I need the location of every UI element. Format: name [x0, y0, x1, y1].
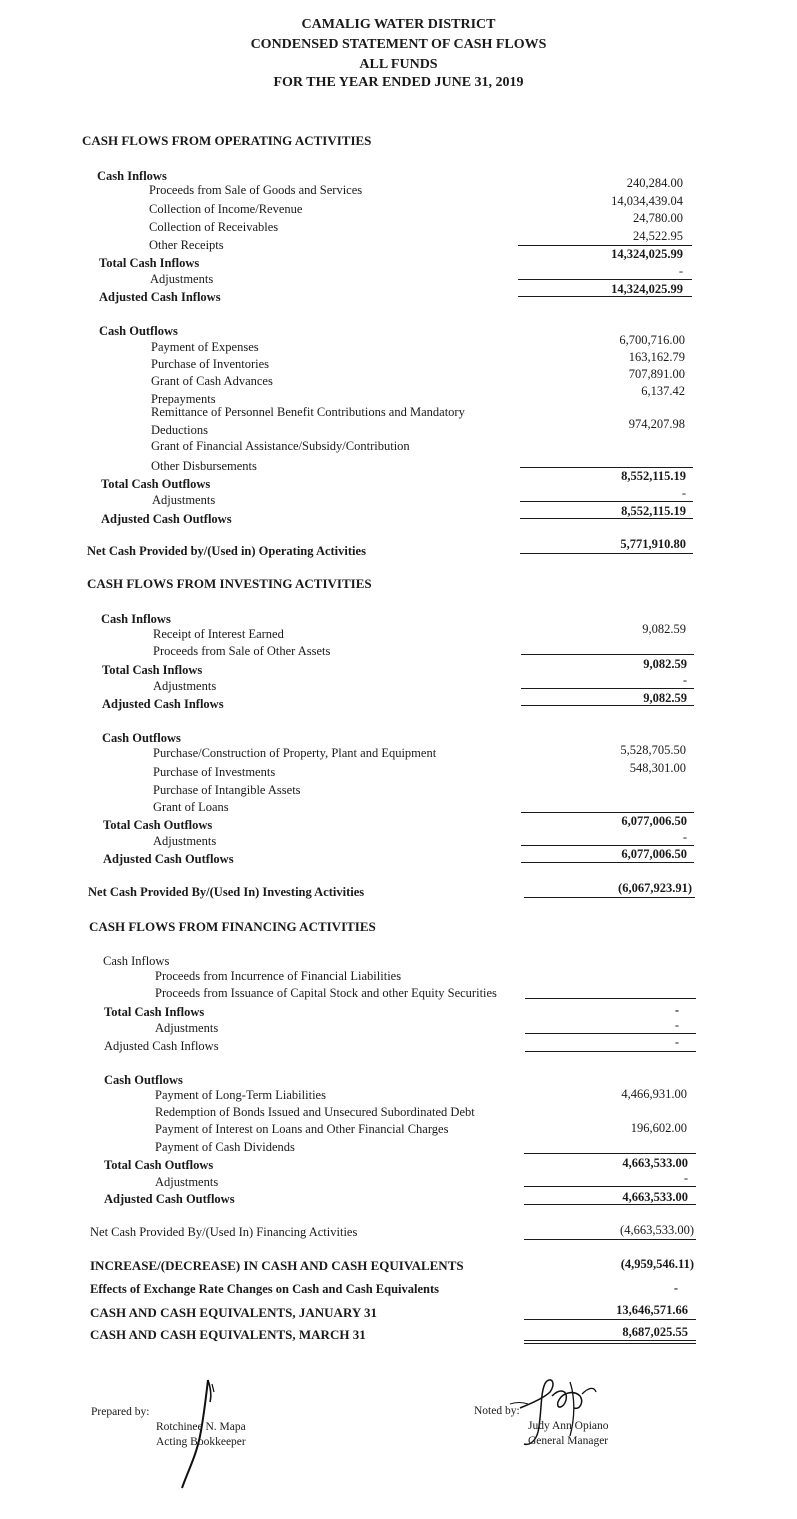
operating-inflow-label: Proceeds from Sale of Goods and Services — [149, 183, 363, 197]
org-name: CAMALIG WATER DISTRICT — [301, 17, 496, 32]
rule-line — [521, 705, 694, 706]
rule-line — [524, 1319, 696, 1320]
financing-adj-outflows: - — [683, 1171, 688, 1185]
financing-net: (4,663,533.00) — [620, 1223, 694, 1237]
noted-name: Judy Ann Opiano — [528, 1420, 609, 1432]
investing-inflow-label: Proceeds from Sale of Other Assets — [153, 644, 331, 658]
operating-inflow-label: Collection of Receivables — [149, 220, 279, 234]
operating-outflow-label: Prepayments — [151, 392, 216, 406]
operating-adj-label: Adjustments — [150, 272, 214, 286]
operating-outflow-amount: 6,137.42 — [641, 384, 685, 398]
operating-outflow-amount: 163,162.79 — [628, 350, 685, 364]
investing-adjusted-outflows-label: Adjusted Cash Outflows — [103, 852, 234, 866]
financing-inflow-label: Proceeds from Incurrence of Financial Liabilities — [155, 969, 402, 983]
operating-outflow-label: Grant of Financial Assistance/Subsidy/Contribution — [151, 439, 410, 453]
operating-outflow-label: Deductions — [151, 423, 208, 437]
investing-outflow-amount: 548,301.00 — [629, 761, 686, 775]
rule-line — [525, 1051, 696, 1052]
operating-inflow-amount: 14,034,439.04 — [611, 194, 683, 208]
end-cash-amount: 8,687,025.55 — [622, 1325, 688, 1339]
rule-line — [518, 245, 692, 246]
rule-line — [524, 1343, 696, 1344]
operating-outflow-amount: 6,700,716.00 — [619, 333, 685, 347]
investing-inflows-label: Cash Inflows — [101, 612, 171, 626]
investing-total-outflows-label: Total Cash Outflows — [103, 818, 213, 832]
rule-line — [524, 1204, 696, 1205]
rule-line — [521, 812, 694, 813]
financing-outflow-label: Redemption of Bonds Issued and Unsecured Subordinated Debt — [155, 1105, 475, 1119]
prepared-signature — [170, 1376, 230, 1491]
rule-line — [521, 862, 694, 863]
prepared-name: Rotchinee N. Mapa — [156, 1421, 246, 1433]
operating-total-outflows-label: Total Cash Outflows — [101, 477, 211, 491]
statement-title: CONDENSED STATEMENT OF CASH FLOWS — [250, 37, 547, 52]
begin-cash-amount: 13,646,571.66 — [616, 1303, 688, 1317]
investing-adj-label: Adjustments — [153, 834, 217, 848]
rule-line — [520, 553, 693, 554]
operating-inflow-label: Other Receipts — [149, 238, 224, 252]
investing-outflow-label: Purchase/Construction of Property, Plant and Equipment — [153, 746, 437, 760]
investing-outflows-label: Cash Outflows — [102, 731, 181, 745]
operating-heading: CASH FLOWS FROM OPERATING ACTIVITIES — [82, 133, 372, 148]
operating-total-inflows-label: Total Cash Inflows — [99, 256, 200, 270]
operating-inflows-label: Cash Inflows — [97, 169, 167, 183]
rule-line — [518, 279, 692, 280]
financing-adj-label: Adjustments — [155, 1021, 219, 1035]
financing-inflow-label: Proceeds from Issuance of Capital Stock and other Equity Securities — [155, 986, 497, 1000]
investing-outflow-label: Purchase of Investments — [153, 765, 276, 779]
investing-net: (6,067,923.91) — [618, 881, 692, 895]
fx-label: Effects of Exchange Rate Changes on Cash and Cash Equivalents — [90, 1282, 439, 1296]
operating-net: 5,771,910.80 — [620, 537, 686, 551]
financing-outflow-amount: 196,602.00 — [630, 1121, 687, 1135]
funds-label: ALL FUNDS — [359, 57, 438, 72]
financing-adjusted-outflows: 4,663,533.00 — [622, 1190, 688, 1204]
rule-line — [524, 1340, 696, 1341]
prepared-by-label: Prepared by: — [91, 1406, 150, 1418]
operating-adjusted-inflows: 14,324,025.99 — [611, 282, 683, 296]
investing-adj-inflows: - — [682, 673, 687, 687]
end-cash-label: CASH AND CASH EQUIVALENTS, MARCH 31 — [90, 1327, 366, 1342]
operating-net-label: Net Cash Provided by/(Used in) Operating Activities — [87, 544, 366, 558]
investing-adj-outflows: - — [682, 830, 687, 844]
investing-outflow-amount: 5,528,705.50 — [620, 743, 686, 757]
increase-label: INCREASE/(DECREASE) IN CASH AND CASH EQUIVALENTS — [90, 1258, 464, 1273]
financing-adjusted-inflows: - — [674, 1035, 679, 1049]
operating-outflows-label: Cash Outflows — [99, 324, 178, 338]
rule-line — [524, 1239, 696, 1240]
financing-net-label: Net Cash Provided By/(Used In) Financing Activities — [90, 1225, 358, 1239]
operating-outflow-amount: 974,207.98 — [628, 417, 685, 431]
investing-heading: CASH FLOWS FROM INVESTING ACTIVITIES — [87, 576, 372, 591]
financing-total-inflows-label: Total Cash Inflows — [104, 1005, 205, 1019]
rule-line — [520, 467, 693, 468]
rule-line — [525, 1033, 696, 1034]
investing-inflow-label: Receipt of Interest Earned — [153, 627, 284, 641]
fx-amount: - — [673, 1281, 678, 1295]
rule-line — [524, 1186, 696, 1187]
investing-outflow-label: Purchase of Intangible Assets — [153, 783, 301, 797]
begin-cash-label: CASH AND CASH EQUIVALENTS, JANUARY 31 — [90, 1305, 378, 1320]
rule-line — [521, 688, 694, 689]
operating-total-inflows: 14,324,025.99 — [611, 247, 683, 261]
rule-line — [521, 654, 694, 655]
operating-inflow-amount: 24,780.00 — [633, 211, 683, 225]
financing-heading: CASH FLOWS FROM FINANCING ACTIVITIES — [89, 919, 376, 934]
investing-adjusted-inflows-label: Adjusted Cash Inflows — [102, 697, 224, 711]
increase-amount: (4,959,546.11) — [620, 1257, 694, 1271]
operating-adjusted-outflows: 8,552,115.19 — [621, 504, 686, 518]
financing-outflow-amount: 4,466,931.00 — [621, 1087, 687, 1101]
rule-line — [524, 897, 695, 898]
investing-adjusted-inflows: 9,082.59 — [643, 691, 687, 705]
financing-adj-inflows: - — [674, 1018, 679, 1032]
operating-outflow-label: Purchase of Inventories — [151, 357, 270, 371]
financing-outflows-label: Cash Outflows — [104, 1073, 183, 1087]
financing-outflow-label: Payment of Cash Dividends — [155, 1140, 295, 1154]
financing-adjusted-inflows-label: Adjusted Cash Inflows — [104, 1039, 219, 1053]
noted-title: General Manager — [528, 1435, 609, 1447]
financing-outflow-label: Payment of Long-Term Liabilities — [155, 1088, 326, 1102]
financing-inflows-label: Cash Inflows — [103, 954, 170, 968]
investing-adj-label: Adjustments — [153, 679, 217, 693]
period-label: FOR THE YEAR ENDED JUNE 31, 2019 — [273, 75, 524, 90]
rule-line — [520, 518, 693, 519]
investing-total-inflows: 9,082.59 — [643, 657, 687, 671]
operating-adj-label: Adjustments — [152, 493, 216, 507]
noted-by-label: Noted by: — [474, 1405, 520, 1417]
operating-inflow-label: Collection of Income/Revenue — [149, 202, 303, 216]
financing-adj-label: Adjustments — [155, 1175, 219, 1189]
operating-inflow-amount: 24,522.95 — [633, 229, 683, 243]
operating-outflow-label: Grant of Cash Advances — [151, 374, 273, 388]
prepared-title: Acting Bookkeeper — [156, 1436, 246, 1448]
investing-inflow-amount: 9,082.59 — [642, 622, 686, 636]
financing-total-outflows-label: Total Cash Outflows — [104, 1158, 214, 1172]
operating-adjusted-inflows-label: Adjusted Cash Inflows — [99, 290, 221, 304]
investing-net-label: Net Cash Provided By/(Used In) Investing Activities — [88, 885, 365, 899]
rule-line — [525, 998, 696, 999]
rule-line — [524, 1153, 696, 1154]
operating-outflow-label: Other Disbursements — [151, 459, 257, 473]
operating-outflow-label: Remittance of Personnel Benefit Contributions and Mandatory — [151, 405, 465, 419]
financing-adjusted-outflows-label: Adjusted Cash Outflows — [104, 1192, 235, 1206]
investing-adjusted-outflows: 6,077,006.50 — [621, 847, 687, 861]
operating-outflow-amount: 707,891.00 — [628, 367, 685, 381]
operating-adjusted-outflows-label: Adjusted Cash Outflows — [101, 512, 232, 526]
operating-outflow-label: Payment of Expenses — [151, 340, 259, 354]
financing-total-inflows: - — [674, 1003, 679, 1017]
operating-inflow-amount: 240,284.00 — [626, 176, 683, 190]
rule-line — [521, 845, 694, 846]
investing-outflow-label: Grant of Loans — [153, 800, 229, 814]
rule-line — [518, 296, 692, 297]
rule-line — [520, 501, 693, 502]
operating-total-outflows: 8,552,115.19 — [621, 469, 686, 483]
investing-total-inflows-label: Total Cash Inflows — [102, 663, 203, 677]
financing-total-outflows: 4,663,533.00 — [622, 1156, 688, 1170]
financing-outflow-label: Payment of Interest on Loans and Other Financial Charges — [155, 1122, 449, 1136]
operating-adj-outflows: - — [681, 486, 686, 500]
investing-total-outflows: 6,077,006.50 — [621, 814, 687, 828]
operating-adj-inflows: - — [678, 264, 683, 278]
